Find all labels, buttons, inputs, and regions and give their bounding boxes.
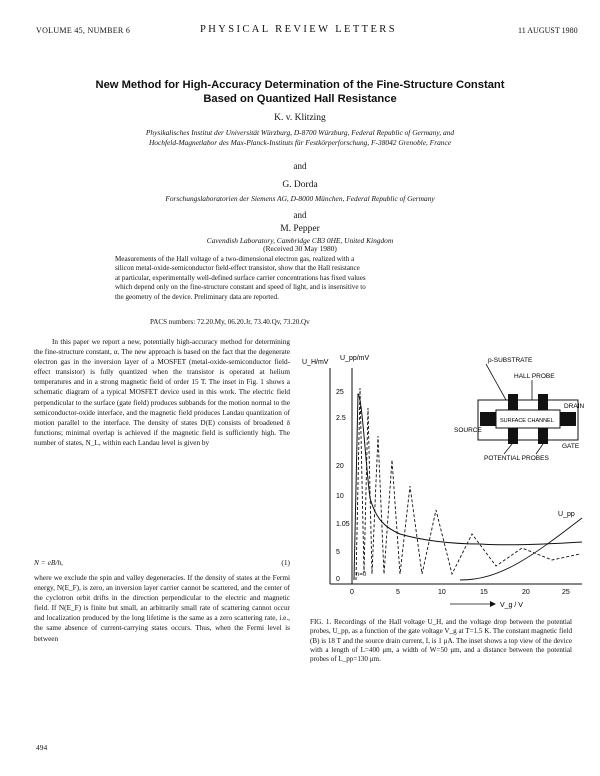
inset-label-potential-probes: POTENTIAL PROBES: [484, 455, 549, 462]
equation-number: (1): [281, 558, 290, 567]
y-tick-label: 1.05: [336, 521, 350, 528]
equation-1: [34, 558, 290, 567]
journal-name: PHYSICAL REVIEW LETTERS: [200, 24, 397, 35]
abstract-line: at particular, experimentally well-defined surface carrier concentrations has fixed values: [115, 273, 366, 282]
article-title: [80, 78, 520, 106]
abstract: [115, 255, 485, 302]
author-3-name: M. Pepper: [280, 224, 320, 234]
y-tick-label: 0: [336, 576, 340, 583]
inset-hall-probe-bottom: [508, 428, 518, 444]
equation-text: N = eB/h,: [34, 558, 64, 567]
abstract-line: silicon metal-oxide-semiconductor field-effect transistor, show that the Hall resistance: [115, 264, 360, 273]
inset-label-gate: GATE: [562, 443, 580, 450]
page-number: 494: [36, 743, 48, 752]
inset-label-source: SOURCE: [454, 427, 482, 434]
x-tick-label: 15: [480, 589, 488, 596]
issue-date: 11 AUGUST 1980: [518, 26, 578, 35]
x-tick-label: 25: [562, 589, 570, 596]
inset-label-channel: SURFACE CHANNEL: [500, 418, 554, 424]
body-text-paragraph-1: [34, 337, 290, 448]
received-date: (Received 30 May 1980): [263, 244, 337, 253]
x-tick-label: 5: [396, 589, 400, 596]
author-3-affiliation: Cavendish Laboratory, Cambridge CB3 0HE, United Kingdom: [206, 236, 394, 245]
x-axis-label: V_g / V: [500, 602, 523, 609]
inset-label-hall-probe: HALL PROBE: [514, 373, 555, 380]
y-axis-left-label: U_H/mV: [302, 359, 329, 366]
paragraph-text: In this paper we report a new, potentially high-accuracy method for determining the fine-structure constant, α. The new approach is based on the fact that the degenerate electron gas in the inversion layer of a MOSFET (metal-oxide-semiconductor field-effect transistor) is fully quantized when the transistor is operated at helium temperatures and in a strong magnetic field of order 15 T. The inset in Fig. 1 shows a schematic diagram of a typical MOSFET device used in this work. The electric field perpendicular to the surface (gate field) produces subbands for the motion normal to the semiconductor-oxide interface, and the magnetic field produces Landau quantization of motion parallel to the interface. The density of states D(E) consists of broadened δ functions; minimal overlap is achieved if the magnetic field is sufficiently high. The number of states, N_L, within each Landau level is given by: [34, 338, 290, 447]
y-tick-label: 10: [336, 493, 344, 500]
inset-leader-line: [486, 364, 506, 400]
pacs-numbers: PACS numbers: 72.20.My, 06.20.Jr, 73.40.Qv, 73.20.Qv: [150, 318, 310, 326]
inset-hall-probe-top: [538, 394, 548, 410]
inset-hall-probe-bottom: [538, 428, 548, 444]
y-tick-label: 2.5: [336, 415, 346, 422]
volume-number: VOLUME 45, NUMBER 6: [36, 26, 131, 35]
title-line-1: New Method for High-Accuracy Determination of the Fine-Structure Constant: [95, 79, 505, 91]
inset-label-drain: DRAIN: [564, 403, 585, 410]
x-axis-arrowhead: [490, 601, 496, 607]
author-1-affiliation: [40, 128, 560, 148]
figure-1-caption: FIG. 1. Recordings of the Hall voltage U_H, and the voltage drop between the potential probes, U_pp, as a function of the gate voltage V_g at T=1.5 K. The constant magnetic field (B) is 18 T and the source drain current, I, is 1 μA. The inset shows a top view of the device with a length of L=400 μm, a width of W=50 μm, and a distance between the potential probes of L_pp=130 μm.: [310, 618, 572, 664]
and-2: and: [293, 210, 307, 220]
y-tick-label: 25: [336, 389, 344, 396]
inset-mosfet-diagram: [454, 357, 585, 462]
figure-1: [300, 348, 590, 616]
author-2-affiliation: Forschungslaboratorien der Siemens AG, D-8000 München, Federal Republic of Germany: [165, 194, 435, 203]
paragraph-text: where we exclude the spin and valley degeneracies. If the density of states at the Fermi energy, N(E_F), is zero, an inversion layer carrier cannot be scattered, and the center of the cyclotron orbit drifts in the direction perpendicular to the electric and magnetic field. If N(E_F) is finite but small, an arbitrarily small rate of scattering cannot occur and localization produced by the long lifetime is the same as a zero scattering rate, i.e., the same absence of current-carrying states occurs. Thus, when the Fermi level is between: [34, 574, 290, 643]
author-2-name: G. Dorda: [282, 180, 318, 190]
upp-curve-label: U_pp: [558, 511, 575, 518]
and-1: and: [293, 161, 307, 171]
y-axis-right-label: U_pp/mV: [340, 355, 370, 362]
x-tick-label: 10: [438, 589, 446, 596]
body-text-paragraph-2: [34, 573, 290, 644]
y-tick-label: 20: [336, 463, 344, 470]
abstract-line: the geometry of the device. Preliminary data are reported.: [115, 292, 279, 301]
title-line-2: Based on Quantized Hall Resistance: [203, 93, 397, 105]
author-1-name: K. v. Klitzing: [274, 113, 326, 123]
inset-label-substrate: p-SUBSTRATE: [488, 357, 533, 364]
inset-hall-probe-top: [508, 394, 518, 410]
y-tick-label: 5: [336, 549, 340, 556]
inset-leader-line: [536, 444, 543, 454]
abstract-line: which depend only on the fine-structure constant and speed of light, and is insensitive to: [115, 283, 366, 292]
n-label: n=0: [356, 572, 367, 578]
x-tick-label: 20: [522, 589, 530, 596]
inset-source-contact: [480, 412, 496, 426]
author-1-affiliation-line-2: Hochfeld-Magnetlabor des Max-Planck-Instituts für Festkörperforschung, F-38042 Grenoble, France: [148, 138, 452, 147]
author-1-affiliation-line-1: Physikalisches Institut der Universität Würzburg, D-8700 Würzburg, Federal Republic of Germany, and: [145, 128, 455, 137]
x-tick-label: 0: [350, 589, 354, 596]
inset-leader-line: [504, 444, 512, 454]
abstract-line: Measurements of the Hall voltage of a two-dimensional electron gas, realized with a: [115, 255, 355, 263]
inset-drain-contact: [560, 412, 576, 426]
